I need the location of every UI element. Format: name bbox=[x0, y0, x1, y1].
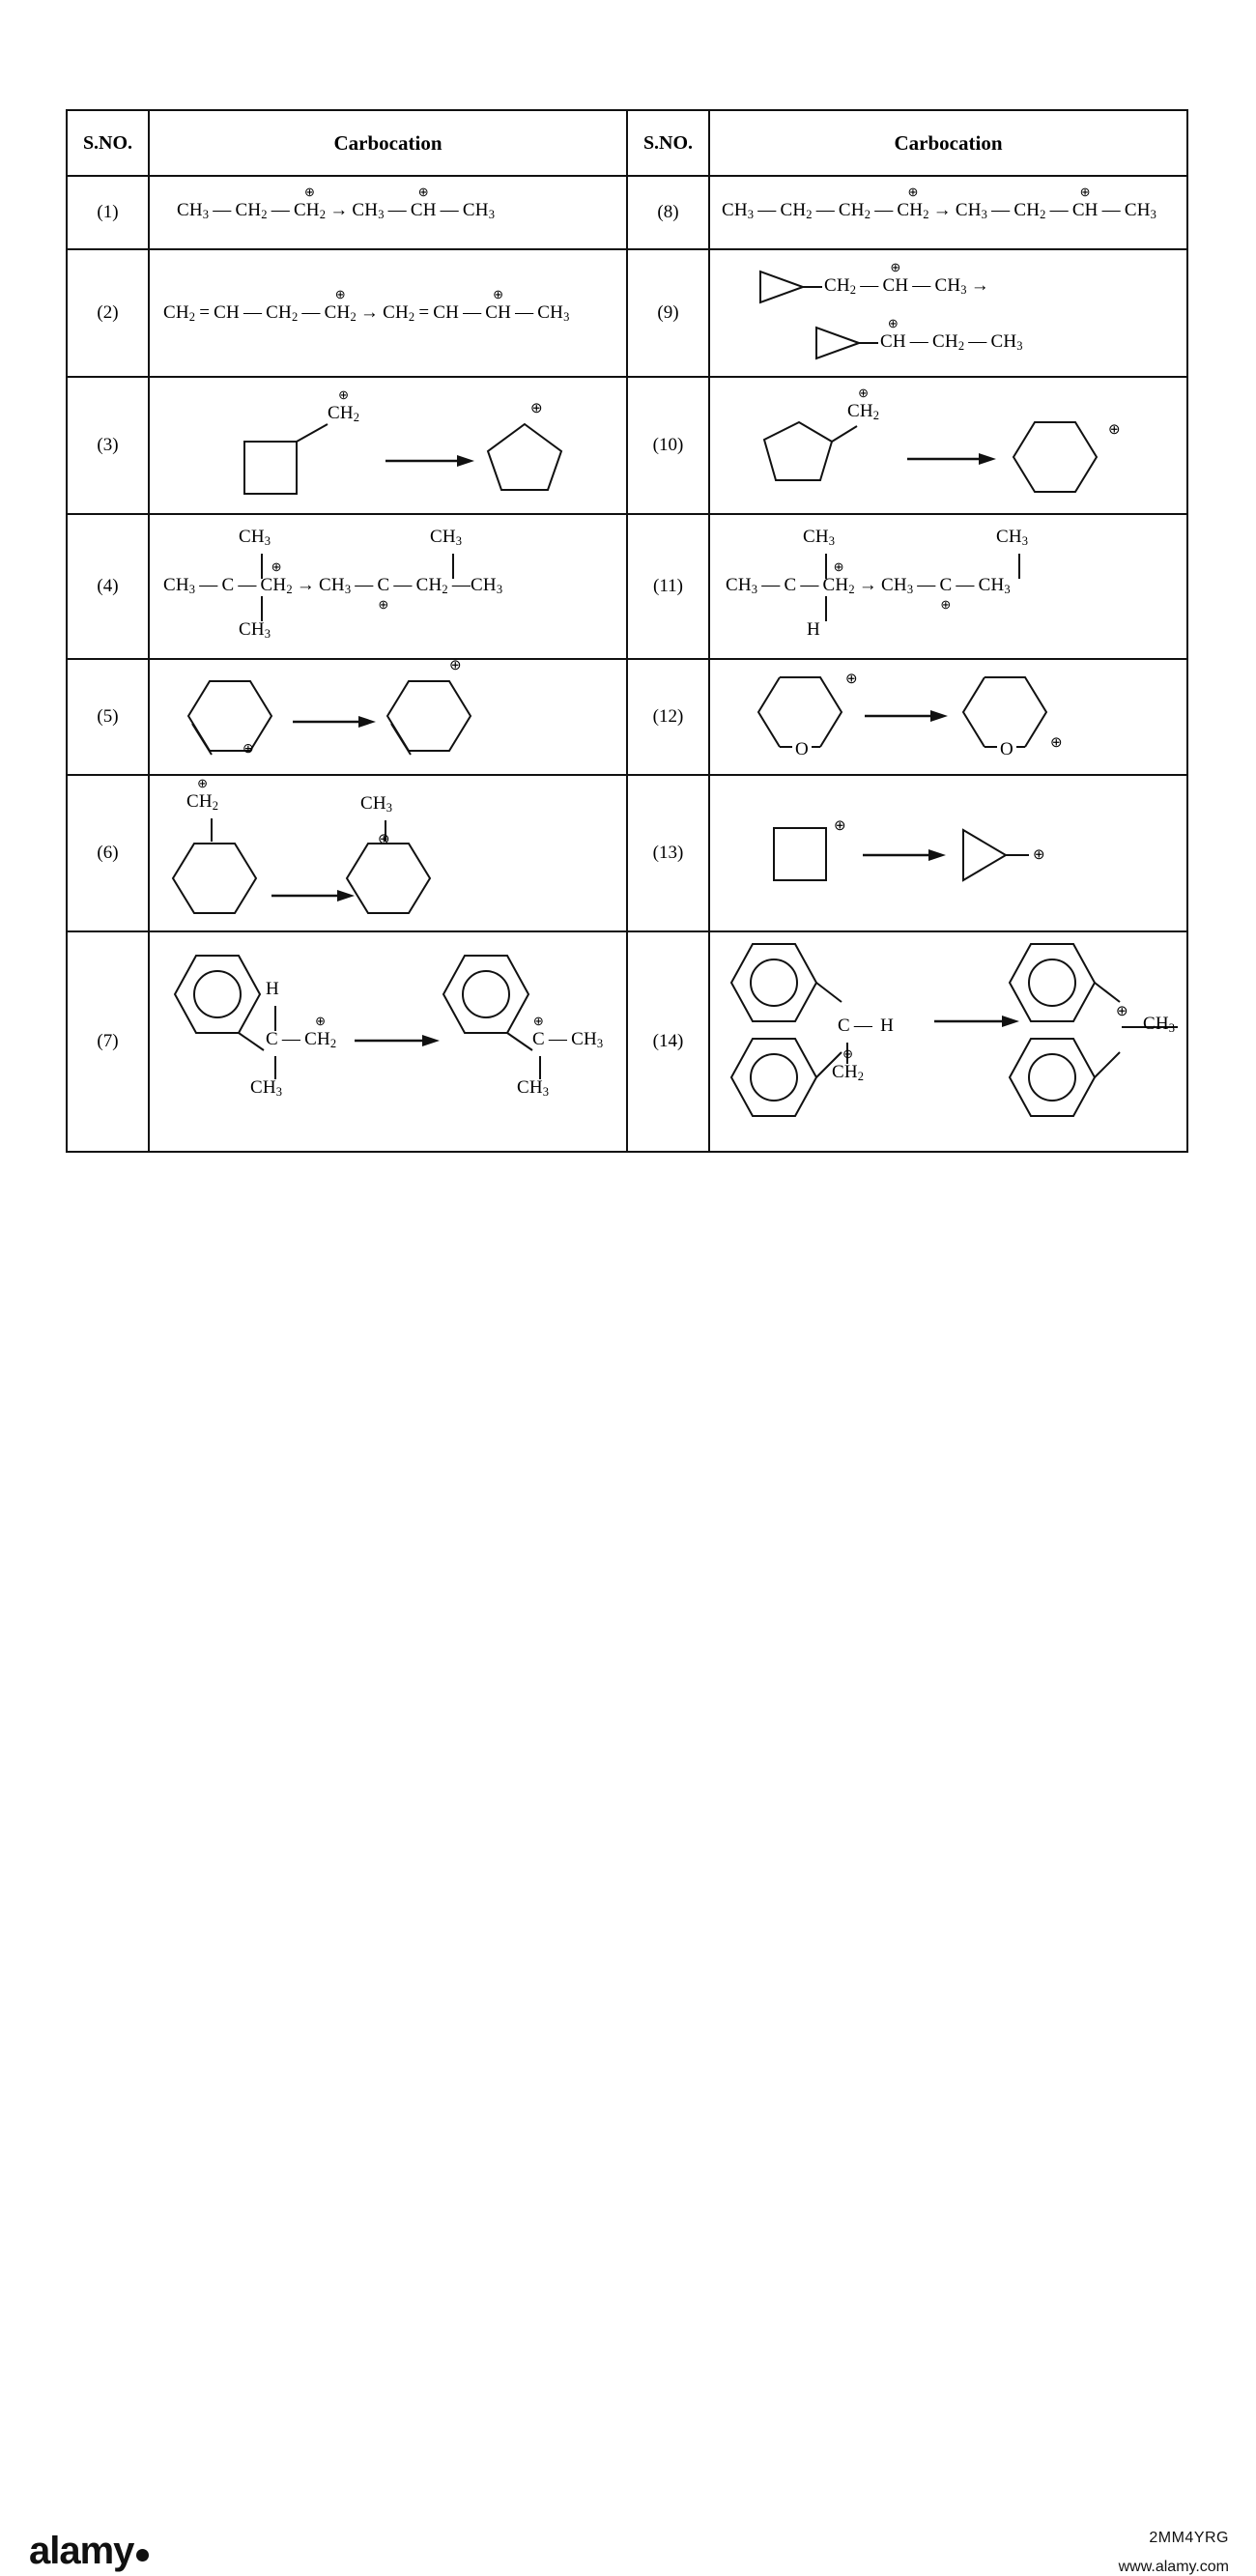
carbocation-table bbox=[66, 109, 1188, 1153]
benzene-ring-icon bbox=[440, 950, 540, 1043]
bond-vertical bbox=[1017, 554, 1021, 579]
plus-charge-icon: ⊕ bbox=[1033, 847, 1045, 863]
cyclopentane-ring-icon bbox=[484, 416, 577, 494]
row-number-2: (2) bbox=[67, 249, 149, 377]
reaction-arrow-icon bbox=[271, 888, 355, 903]
row-number-3: (3) bbox=[67, 377, 149, 514]
table-row bbox=[67, 931, 1187, 1152]
alamy-brand-text: alamy bbox=[29, 2530, 134, 2572]
carbocation-cell-4: $CH_3$ $CH_3$ $CH_3$ — C — ⊕ $CH_2 \to CH_3$ — ⊕ C — $CH_2$ $—CH_3$ $CH_3$ bbox=[149, 514, 627, 659]
row-number-11: (11) bbox=[627, 514, 709, 659]
header-sno-right: S.NO. bbox=[627, 110, 709, 176]
reaction-arrow-icon bbox=[385, 453, 474, 469]
oxygen-label: O bbox=[997, 739, 1016, 760]
alamy-url: www.alamy.com bbox=[1118, 2559, 1229, 2575]
carbocation-cell-9: $CH_2$ — ⊕ CH — $CH_3$ → ⊕ CH — $CH_2$ — $CH_3$ bbox=[709, 249, 1187, 377]
row-number-5: (5) bbox=[67, 659, 149, 775]
benzene-ring-icon bbox=[1006, 1033, 1106, 1126]
row-number-4: (4) bbox=[67, 514, 149, 659]
cyclohexene-ring-icon bbox=[385, 677, 478, 760]
bond-vertical bbox=[260, 596, 264, 621]
plus-charge-icon: ⊕ bbox=[449, 658, 462, 673]
cyclopropane-ring-icon bbox=[811, 320, 878, 364]
carbocation-cell-13 bbox=[709, 775, 1187, 931]
header-carbocation-left: Carbocation bbox=[149, 110, 627, 176]
row-number-12: (12) bbox=[627, 659, 709, 775]
plus-charge-icon: ⊕ bbox=[1050, 735, 1063, 751]
cyclopropane-ring-icon bbox=[959, 826, 1042, 886]
document-page bbox=[0, 0, 1256, 1256]
bond-vertical bbox=[538, 1056, 542, 1079]
plus-charge-icon: ⊕ bbox=[243, 742, 254, 757]
reaction-arrow-icon bbox=[907, 451, 996, 467]
cyclopentane-ring-icon bbox=[756, 413, 872, 496]
table-row bbox=[67, 377, 1187, 514]
benzene-ring-icon bbox=[728, 1033, 828, 1126]
table-row bbox=[67, 659, 1187, 775]
row-number-10: (10) bbox=[627, 377, 709, 514]
cyclobutane-ring-icon bbox=[770, 824, 830, 884]
row-number-8: (8) bbox=[627, 176, 709, 249]
carbocation-cell-10: ⊕ $CH_2$ ⊕ bbox=[709, 377, 1187, 514]
table-row bbox=[67, 249, 1187, 377]
table-row bbox=[67, 775, 1187, 931]
cyclohexane-ring-icon bbox=[345, 840, 438, 923]
carbocation-cell-6: ⊕ $CH_2$ $CH_3$ ⊕ bbox=[149, 775, 627, 931]
table-row bbox=[67, 176, 1187, 249]
bond-vertical bbox=[451, 554, 455, 579]
alamy-dot-icon bbox=[136, 2549, 149, 2562]
carbocation-cell-7: H C — ⊕ $CH_2$ $CH_3$ ⊕ C — $CH_3$ $CH_3$ bbox=[149, 931, 627, 1152]
carbocation-cell-5 bbox=[149, 659, 627, 775]
carbocation-cell-3: ⊕ $CH_2$ ⊕ bbox=[149, 377, 627, 514]
row-number-7: (7) bbox=[67, 931, 149, 1152]
cyclobutane-ring-icon bbox=[241, 415, 347, 498]
row-number-13: (13) bbox=[627, 775, 709, 931]
table-header-row bbox=[67, 110, 1187, 176]
plus-charge-icon: ⊕ bbox=[845, 672, 858, 687]
reaction-arrow-icon bbox=[863, 847, 946, 863]
reaction-arrow-icon bbox=[865, 708, 948, 724]
plus-charge-icon: ⊕ bbox=[1116, 1004, 1128, 1019]
carbocation-cell-12 bbox=[709, 659, 1187, 775]
table-row bbox=[67, 514, 1187, 659]
row-number-14: (14) bbox=[627, 931, 709, 1152]
carbocation-cell-2: $CH_2$ = CH — $CH_2$ — ⊕ $CH_2 \to CH_2$ = CH — ⊕ CH — $CH_3$ bbox=[149, 249, 627, 377]
bond-vertical bbox=[210, 818, 214, 842]
carbocation-cell-8: $CH_3$ — $CH_2$ — $CH_2$ — ⊕ $CH_2 \to CH_3$ — $CH_2$ — ⊕ CH — $CH_3$ bbox=[709, 176, 1187, 249]
cyclohexane-ring-icon bbox=[1012, 418, 1108, 501]
cyclohexane-ring-icon bbox=[171, 840, 264, 923]
watermark-bar bbox=[0, 1256, 1256, 2575]
reaction-arrow-icon bbox=[293, 714, 376, 730]
plus-charge-icon: ⊕ bbox=[1108, 422, 1121, 438]
row-number-9: (9) bbox=[627, 249, 709, 377]
row-number-1: (1) bbox=[67, 176, 149, 249]
plus-charge-icon: ⊕ bbox=[378, 832, 390, 847]
benzene-ring-icon bbox=[728, 938, 828, 1031]
cyclohexene-ring-icon bbox=[186, 677, 279, 760]
image-code: 2MM4YRG bbox=[1149, 2530, 1229, 2546]
alamy-logo bbox=[29, 2530, 149, 2573]
benzene-ring-icon bbox=[1006, 938, 1106, 1031]
bond-vertical bbox=[824, 596, 828, 621]
oxygen-label: O bbox=[792, 739, 812, 760]
carbocation-cell-14: C — H ⊕ $CH_2$ ⊕ $CH_3$ bbox=[709, 931, 1187, 1152]
carbocation-cell-1: $CH_3$ — $CH_2$ — ⊕ $CH_2 \to CH_3$ — ⊕ CH — $CH_3$ bbox=[149, 176, 627, 249]
cyclopropane-ring-icon bbox=[755, 264, 822, 308]
bond-vertical bbox=[273, 1006, 277, 1031]
carbocation-cell-11: $CH_3$ H $CH_3$ — C — ⊕ $CH_2 \to CH_3$ — ⊕ C — $CH_3$ $CH_3$ bbox=[709, 514, 1187, 659]
row-number-6: (6) bbox=[67, 775, 149, 931]
bond-vertical bbox=[273, 1056, 277, 1079]
header-carbocation-right: Carbocation bbox=[709, 110, 1187, 176]
plus-charge-icon: ⊕ bbox=[834, 818, 846, 834]
benzene-ring-icon bbox=[171, 950, 271, 1043]
reaction-arrow-icon bbox=[355, 1033, 440, 1048]
plus-charge-icon: ⊕ bbox=[530, 401, 543, 416]
header-sno-left: S.NO. bbox=[67, 110, 149, 176]
